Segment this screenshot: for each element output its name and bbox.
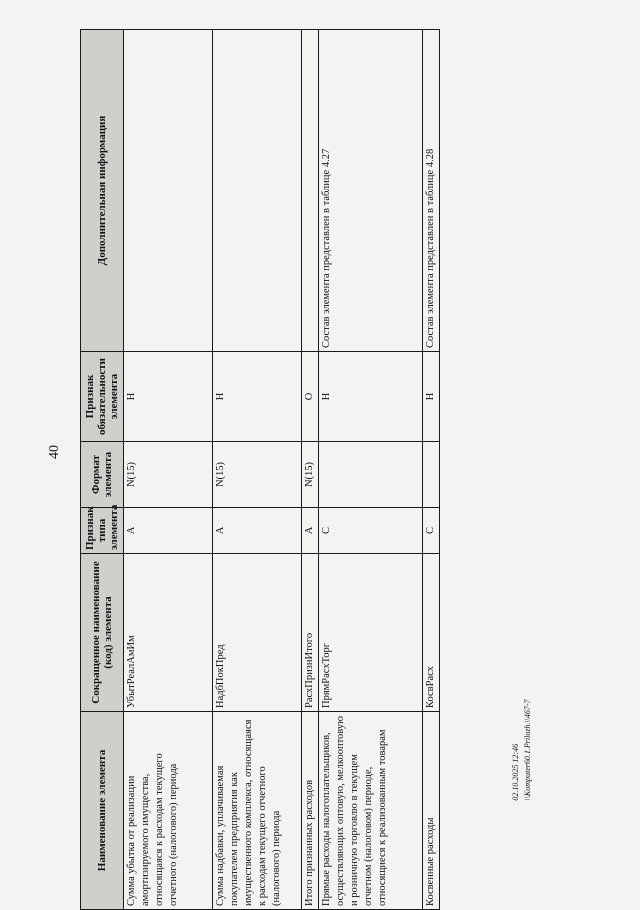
cell-info: Состав элемента представлен в таблице 4.27 [319,30,422,352]
header-type: Признак типа элемента [81,508,124,554]
table-row [213,30,302,910]
cell-format: N(15) [213,442,302,508]
cell-required: Н [213,352,302,442]
cell-type: А [124,508,213,554]
table-row [422,30,439,910]
cell-name: Сумма надбавки, уплачиваемая покупателем предприятия как имущественного комплекса, относящаяся к расходам текущего отчетного (налогового) периода [213,712,302,910]
header-info: Дополнительная информация [81,30,124,352]
cell-code: УбытРеалАмИм [124,554,213,712]
cell-required: Н [422,352,439,442]
cell-format: N(15) [124,442,213,508]
elements-table [80,29,440,910]
cell-format: N(15) [302,442,319,508]
cell-required: Н [319,352,422,442]
header-name: Наименование элемента [81,712,124,910]
cell-info [302,30,319,352]
cell-type: А [302,508,319,554]
cell-name: Косвенные расходы [422,712,439,910]
cell-name: Прямые расходы налогоплательщиков, осуществляющих оптовую, мелкооптовую и розничную торговлю в текущем отчетном (налоговом) периоде, относящиеся к реализованным товарам [319,712,422,910]
cell-type: С [422,508,439,554]
cell-format [422,442,439,508]
table-container [80,30,440,910]
cell-required: О [302,352,319,442]
cell-info [124,30,213,352]
table-row [124,30,213,910]
page-number: 40 [47,445,62,459]
header-format: Формат элемента [81,442,124,508]
cell-name: Сумма убытка от реализации амортизируемого имущества, относящаяся к расходам текущего отчетного (налогового) периода [124,712,213,910]
cell-code: НадбПокПред [213,554,302,712]
cell-name: Итого признанных расходов [302,712,319,910]
cell-code: РасхПризнИтого [302,554,319,712]
print-footer [510,699,534,800]
footer-timestamp: 02.10.2025 12:46 [511,743,520,801]
header-required: Признак обязательности элемента [81,352,124,442]
table-row [319,30,422,910]
cell-code: ПрямРасхТорг [319,554,422,712]
header-code: Сокращенное наименование (код) элемента [81,554,124,712]
footer-file-path: \\Komputer60.1.Prilozh.\\467-7 [523,699,532,801]
cell-info [213,30,302,352]
cell-code: КосвРасх [422,554,439,712]
table-row [302,30,319,910]
cell-format [319,442,422,508]
table-header-row [81,30,124,910]
cell-required: Н [124,352,213,442]
cell-type: А [213,508,302,554]
cell-info: Состав элемента представлен в таблице 4.28 [422,30,439,352]
cell-type: С [319,508,422,554]
